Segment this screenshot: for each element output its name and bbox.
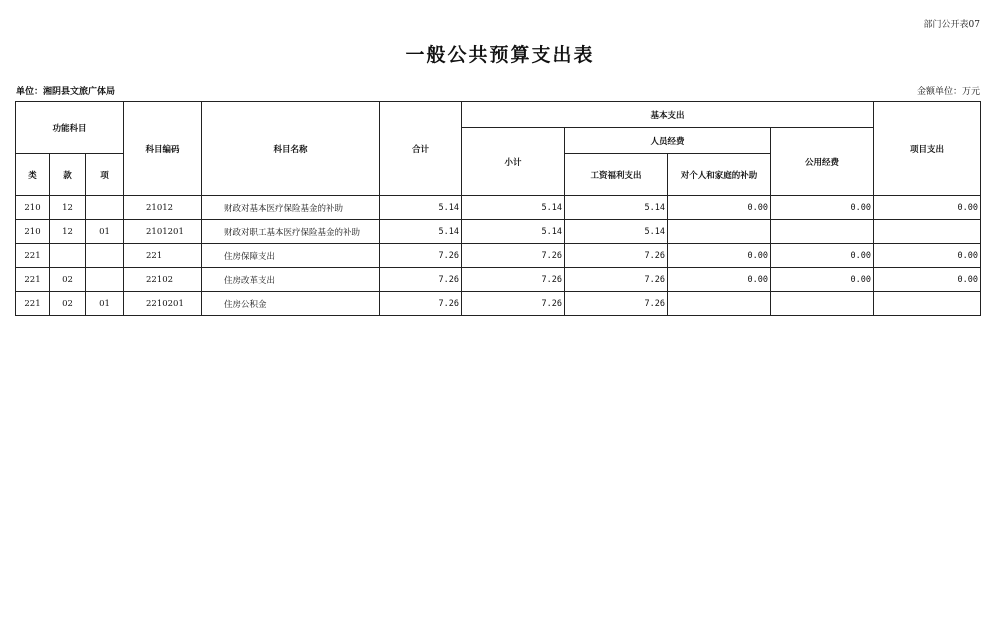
cell-kuan: 12 — [50, 220, 86, 244]
cell-xiang — [86, 196, 124, 220]
cell-subject-name: 财政对基本医疗保险基金的补助 — [202, 196, 380, 220]
cell-total: 7.26 — [380, 268, 462, 292]
cell-project-expenditure: 0.00 — [874, 268, 981, 292]
public-expense-header: 公用经费 — [771, 128, 874, 196]
cell-total: 5.14 — [380, 196, 462, 220]
cell-xiang — [86, 244, 124, 268]
cell-subject-name: 财政对职工基本医疗保险基金的补助 — [202, 220, 380, 244]
cell-public-expense — [771, 292, 874, 316]
cell-total: 7.26 — [380, 292, 462, 316]
cell-wages-welfare: 7.26 — [565, 268, 668, 292]
cell-xiang: 01 — [86, 220, 124, 244]
table-row — [16, 220, 981, 244]
cell-subtotal: 7.26 — [462, 268, 565, 292]
cell-subject-code: 21012 — [124, 196, 202, 220]
cell-public-expense: 0.00 — [771, 268, 874, 292]
cell-total: 7.26 — [380, 244, 462, 268]
cell-lei: 221 — [16, 292, 50, 316]
unit-label: 单位：湘阴县文旅广体局 — [16, 87, 116, 97]
cell-xiang — [86, 268, 124, 292]
table-row — [16, 292, 981, 316]
amount-unit-label: 金额单位：万元 — [916, 87, 980, 97]
cell-wages-welfare: 7.26 — [565, 292, 668, 316]
page-title: 一般公共预算支出表 — [405, 44, 595, 66]
personnel-expense-header: 人员经费 — [565, 128, 771, 154]
table-row — [16, 196, 981, 220]
cell-subtotal: 7.26 — [462, 292, 565, 316]
cell-subtotal: 5.14 — [462, 196, 565, 220]
cell-lei: 210 — [16, 196, 50, 220]
cell-project-expenditure — [874, 292, 981, 316]
cell-xiang: 01 — [86, 292, 124, 316]
cell-subtotal: 5.14 — [462, 220, 565, 244]
cell-wages-welfare: 5.14 — [565, 220, 668, 244]
header-row-1 — [16, 102, 981, 128]
cell-subtotal: 7.26 — [462, 244, 565, 268]
project-expenditure-header: 项目支出 — [874, 102, 981, 196]
cell-subject-code: 221 — [124, 244, 202, 268]
cell-public-expense: 0.00 — [771, 244, 874, 268]
budget-table — [15, 101, 981, 316]
cell-personal-family-subsidy: 0.00 — [668, 244, 771, 268]
cell-project-expenditure — [874, 220, 981, 244]
table-body — [16, 196, 981, 316]
cell-kuan: 12 — [50, 196, 86, 220]
cell-subject-code: 22102 — [124, 268, 202, 292]
wages-welfare-header: 工资福利支出 — [565, 154, 668, 196]
form-number: 部门公开表07 — [923, 20, 980, 30]
cell-personal-family-subsidy — [668, 292, 771, 316]
cell-kuan: 02 — [50, 292, 86, 316]
subtotal-header: 小计 — [462, 128, 565, 196]
cell-total: 5.14 — [380, 220, 462, 244]
cell-lei: 221 — [16, 268, 50, 292]
lei-header: 类 — [16, 154, 50, 196]
xiang-header: 项 — [86, 154, 124, 196]
cell-personal-family-subsidy: 0.00 — [668, 268, 771, 292]
cell-lei: 221 — [16, 244, 50, 268]
cell-wages-welfare: 7.26 — [565, 244, 668, 268]
cell-public-expense: 0.00 — [771, 196, 874, 220]
cell-public-expense — [771, 220, 874, 244]
cell-personal-family-subsidy: 0.00 — [668, 196, 771, 220]
cell-subject-name: 住房改革支出 — [202, 268, 380, 292]
cell-subject-name: 住房保障支出 — [202, 244, 380, 268]
cell-project-expenditure: 0.00 — [874, 196, 981, 220]
cell-project-expenditure: 0.00 — [874, 244, 981, 268]
kuan-header: 款 — [50, 154, 86, 196]
personal-family-subsidy-header: 对个人和家庭的补助 — [668, 154, 771, 196]
cell-kuan: 02 — [50, 268, 86, 292]
table-row — [16, 244, 981, 268]
cell-wages-welfare: 5.14 — [565, 196, 668, 220]
table-row — [16, 268, 981, 292]
cell-subject-name: 住房公积金 — [202, 292, 380, 316]
total-header: 合计 — [380, 102, 462, 196]
cell-kuan — [50, 244, 86, 268]
subject-code-header: 科目编码 — [124, 102, 202, 196]
cell-lei: 210 — [16, 220, 50, 244]
basic-expenditure-header: 基本支出 — [462, 102, 874, 128]
cell-personal-family-subsidy — [668, 220, 771, 244]
subject-name-header: 科目名称 — [202, 102, 380, 196]
function-subject-header: 功能科目 — [16, 102, 124, 154]
cell-subject-code: 2101201 — [124, 220, 202, 244]
cell-subject-code: 2210201 — [124, 292, 202, 316]
